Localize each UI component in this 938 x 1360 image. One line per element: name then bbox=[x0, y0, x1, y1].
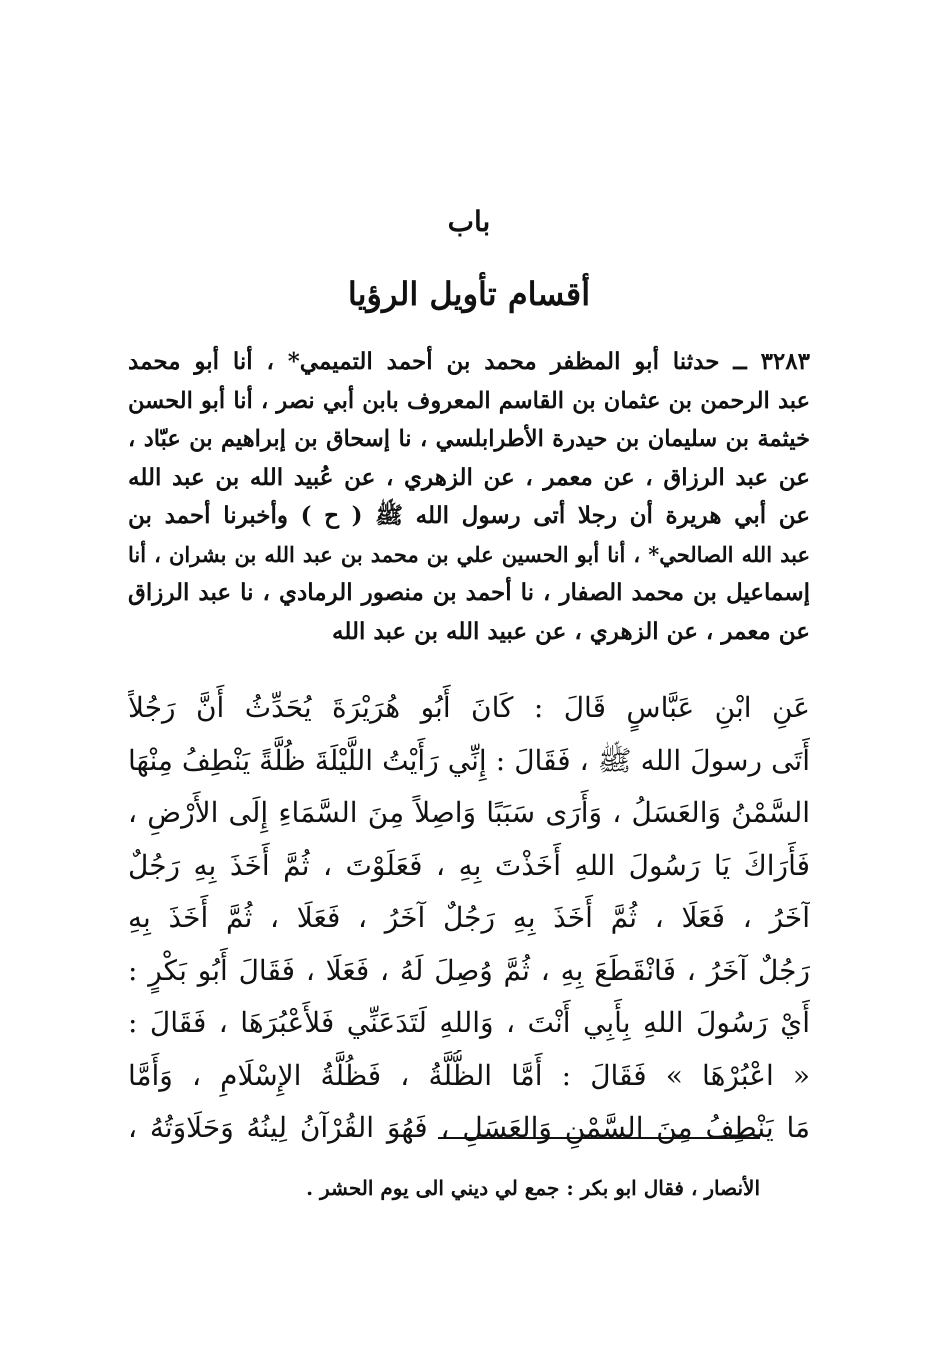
isnad-line: ٣٢٨٣ ــ حدثنا أبو المظفر محمد بن أحمد التميمي* ، أنا أبو محمد bbox=[128, 348, 810, 375]
isnad-line: خيثمة بن سليمان بن حيدرة الأطرابلسي ، نا إسحاق بن إبراهيم بن عبّاد ، bbox=[128, 426, 810, 452]
footnote-divider bbox=[438, 1137, 760, 1139]
footnote-text: الأنصار ، فقال ابو بكر : جمع لي ديني الى يوم الحشر . bbox=[306, 1176, 760, 1200]
matn-line: أَتَى رسولَ الله ﷺ ، فَقَالَ : إِنِّي رَأَيْتُ اللَّيْلَةَ ظُلَّةً يَنْطِفُ مِنْهَا bbox=[128, 743, 810, 777]
matn-line: عَنِ ابْنِ عَبَّاسٍ قَالَ : كَانَ أَبُو هُرَيْرَةَ يُحَدِّثُ أَنَّ رَجُلاً bbox=[128, 691, 810, 724]
matn-line: مَا يَنْطِفُ مِنَ السَّمْنِ وَالعَسَلِ ، فَهُوَ القُرْآنُ لِينُهُ وَحَلَاوَتُهُ ، bbox=[128, 1111, 810, 1144]
isnad-line: عن أبي هريرة أن رجلا أتى رسول الله ﷺ ( ح ) وأخبرنا أحمد بن bbox=[128, 502, 810, 529]
matn-line: فَأَرَاكَ يَا رَسُولَ اللهِ أَخَذْتَ بِهِ ، فَعَلَوْتَ ، ثُمَّ أَخَذَ بِهِ رَجُلٌ bbox=[128, 848, 810, 882]
isnad-line: عبد الله الصالحي* ، أنا أبو الحسين علي بن محمد بن عبد الله بن بشران ، أنا bbox=[128, 541, 810, 567]
matn-paragraph bbox=[128, 682, 810, 1155]
chapter-label: باب bbox=[447, 205, 491, 238]
matn-line: رَجُلٌ آخَرُ ، فَانْقَطَعَ بِهِ ، ثُمَّ وُصِلَ لَهُ ، فَعَلَا ، فَقَالَ أَبُو بَكْرٍ : bbox=[128, 953, 810, 987]
matn-line: آخَرُ ، فَعَلَا ، ثُمَّ أَخَذَ بِهِ رَجُلٌ آخَرُ ، فَعَلَا ، ثُمَّ أَخَذَ بِهِ bbox=[128, 901, 810, 934]
isnad-line: عن عبد الرزاق ، عن معمر ، عن الزهري ، عن عُبيد الله بن عبد الله bbox=[128, 463, 810, 491]
matn-line: أَيْ رَسُولَ اللهِ بِأَبِي أَنْتَ ، وَاللهِ لَتَدَعَنِّي فَلأَعْبُرَهَا ، فَقَالَ : bbox=[128, 1006, 810, 1039]
matn-line: « اعْبُرْهَا » فَقَالَ : أَمَّا الظُّلَّةُ ، فَظُلَّةُ الإِسْلَامِ ، وَأَمَّا bbox=[128, 1058, 810, 1092]
isnad-paragraph bbox=[128, 343, 810, 651]
chapter-title: أقسام تأويل الرؤيا bbox=[347, 275, 591, 313]
isnad-line: إسماعيل بن محمد الصفار ، نا أحمد بن منصور الرمادي ، نا عبد الرزاق bbox=[128, 579, 810, 606]
matn-line: السَّمْنُ وَالعَسَلُ ، وَأَرَى سَبَبًا وَاصِلاً مِنَ السَّمَاءِ إِلَى الأَرْضِ ، bbox=[128, 796, 810, 829]
isnad-line: عبد الرحمن بن عثمان بن القاسم المعروف بابن أبي نصر ، أنا أبو الحسن bbox=[128, 387, 810, 414]
isnad-line: عن معمر ، عن الزهري ، عن عبيد الله بن عبد الله bbox=[332, 617, 810, 645]
